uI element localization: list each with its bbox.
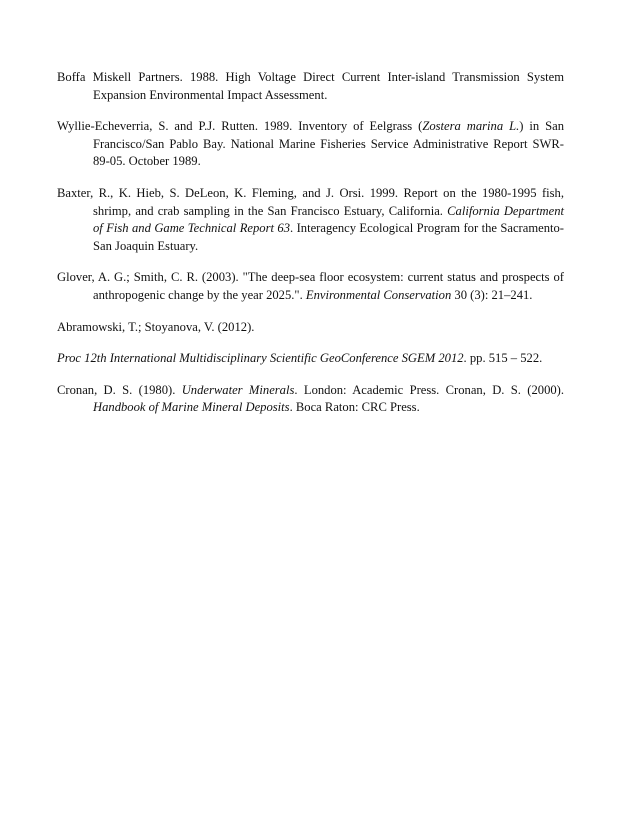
reference-italic-text: Proc 12th International Multidisciplinary Scientific GeoConference SGEM 2012 — [57, 351, 464, 366]
reference-text: . London: Academic Press. Cronan, D. S. (2000). — [294, 382, 565, 397]
reference-italic-text: Zostera marina L. — [422, 119, 520, 134]
reference-text: Cronan, D. S. (1980). — [57, 382, 182, 397]
reference-entry — [57, 185, 564, 255]
reference-italic-text: Handbook of Marine Mineral Deposits — [93, 400, 290, 415]
reference-text: Baxter, R., K. Hieb, S. DeLeon, K. Fleming, and J. Orsi. 1999. Report on the 1980-1995 fish, shrimp, and crab sampling in the San Francisco Estuary, California. — [57, 185, 564, 218]
reference-text: Glover, A. G.; Smith, C. R. (2003). "The deep-sea floor ecosystem: current status and prospects of anthropogenic change by the year 2025.". — [57, 270, 564, 302]
reference-entry — [57, 69, 564, 104]
reference-text: Boffa Miskell Partners. 1988. High Voltage Direct Current Inter-island Transmission System Expansion Environmental Impact Assessment. — [57, 70, 564, 102]
reference-text: Wyllie-Echeverria, S. and P.J. Rutten. 1989. Inventory of Eelgrass ( — [57, 119, 423, 134]
reference-text: 30 (3): 21–241. — [451, 287, 533, 302]
reference-text: . Interagency Ecological Program for the Sacramento-San Joaquin Estuary. — [93, 221, 565, 253]
reference-text: Abramowski, T.; Stoyanova, V. (2012). — [57, 319, 255, 334]
reference-italic-text: Underwater Minerals — [181, 382, 295, 397]
reference-entry — [57, 350, 564, 368]
reference-italic-text: Environmental Conservation — [305, 287, 452, 302]
reference-list — [57, 69, 564, 431]
reference-italic-text: California Department of Fish and Game Technical Report 63 — [93, 203, 564, 236]
reference-entry — [57, 382, 564, 417]
reference-text: . pp. 515 – 522. — [463, 351, 543, 366]
reference-entry — [57, 269, 564, 304]
reference-text: ) in San Francisco/San Pablo Bay. National Marine Fisheries Service Administrative Report SWR-89-05. October 1989. — [93, 119, 564, 169]
reference-text: . Boca Raton: CRC Press. — [289, 400, 420, 415]
reference-entry — [57, 319, 564, 337]
reference-entry — [57, 118, 564, 171]
